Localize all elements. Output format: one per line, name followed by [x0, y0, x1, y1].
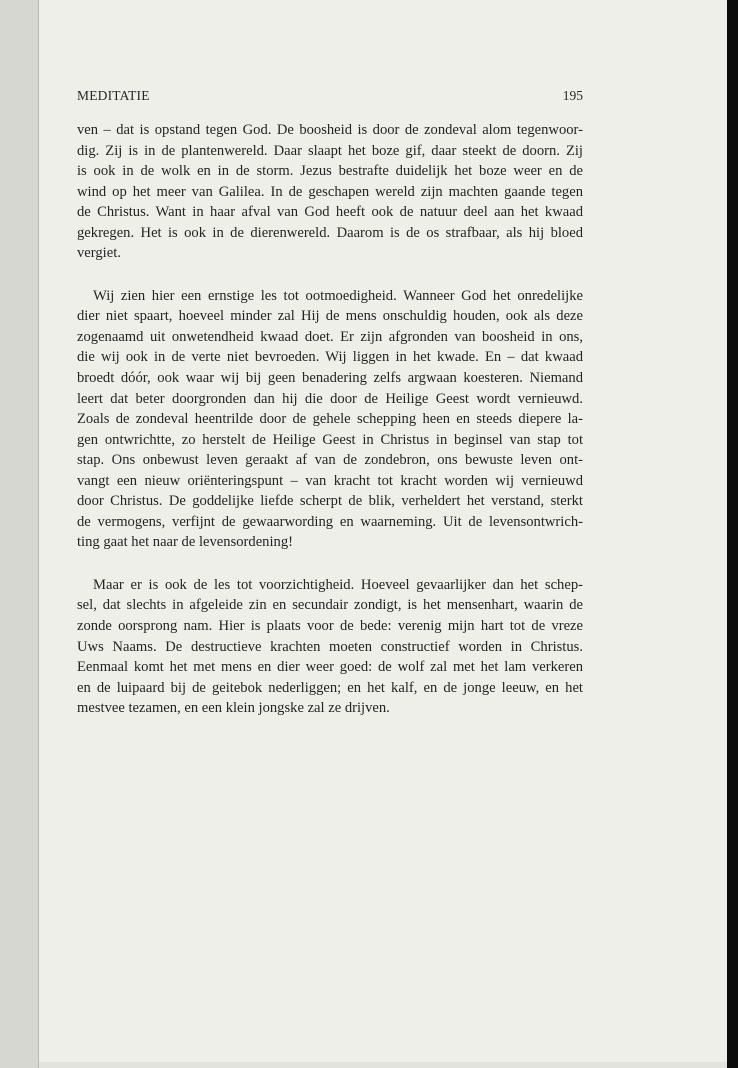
paragraph-spacer: [77, 553, 583, 575]
scan-left-margin: [0, 0, 38, 1068]
text-line: zogenaamd uit onwetendheid kwaad doet. Er zijn afgronden van boosheid in ons,: [77, 328, 583, 345]
text-line: ting gaat het naar de levensordening!: [77, 534, 293, 551]
text-line: Eenmaal komt het met mens en dier weer goed: de wolf zal met het lam verkeren: [77, 659, 583, 676]
text-line: stap. Ons onbewust leven geraakt af van de zondebron, ons bewuste leven ont-: [77, 452, 583, 469]
text-line: Zoals de zondeval heentrilde door de gehele schepping heen en steeds diepere la-: [77, 411, 583, 428]
text-line: dig. Zij is in de plantenwereld. Daar slaapt het boze gif, daar steekt de doorn. Zij: [77, 142, 583, 159]
text-line: zonde oorsprong nam. Hier is plaats voor de bede: verenig mijn hart tot de vreze: [77, 618, 583, 635]
text-line: de vermogens, verfijnt de gewaarwording en waarneming. Uit de levensontwrich-: [77, 513, 583, 530]
text-line: sel, dat slechts in afgeleide zin en secundair zondigt, is het mensenhart, waarin de: [77, 597, 583, 614]
page-bottom-edge: [39, 1062, 727, 1068]
text-line: Wij zien hier een ernstige les tot ootmoedigheid. Wanneer God het onredelijke: [93, 287, 583, 304]
text-line: vangt een nieuw oriënteringspunt – van kracht tot kracht worden wij vernieuwd: [77, 472, 583, 489]
text-line: is ook in de wolk en in de storm. Jezus bestrafte duidelijk het boze weer en de: [77, 163, 583, 180]
text-line: wind op het meer van Galilea. In de geschapen wereld zijn machten gaande tegen: [77, 183, 583, 200]
text-line: leert dat beter doorgronden dan hij die door de Heilige Geest wordt vernieuwd.: [77, 390, 583, 407]
paragraph-2: [77, 286, 583, 553]
paragraph-spacer: [77, 264, 583, 286]
text-line: dier niet spaart, hoeveel minder zal Hij de mens onschuldig houden, ook als deze: [77, 308, 583, 325]
text-line: ven – dat is opstand tegen God. De boosheid is door de zondeval alom tegenwoor-: [77, 122, 583, 138]
text-line: Maar er is ook de les tot voorzichtigheid. Hoeveel gevaarlijker dan het schep-: [93, 576, 583, 593]
text-line: vergiet.: [77, 245, 121, 262]
text-line: en de luipaard bij de geitebok nederliggen; en het kalf, en de jonge leeuw, en het: [77, 679, 583, 696]
running-title: MEDITATIE: [77, 88, 150, 103]
body-text: [77, 120, 583, 719]
text-line: door Christus. De goddelijke liefde scherpt de blik, verheldert het verstand, sterkt: [77, 493, 583, 510]
text-line: die wij ook in de verte niet bevroeden. Wij liggen in het kwade. En – dat kwaad: [77, 349, 583, 366]
text-line: Uws Naams. De destructieve krachten moeten constructief worden in Christus.: [77, 638, 583, 655]
paragraph-3: [77, 575, 583, 719]
text-line: mestvee tezamen, en een klein jongske zal ze drijven.: [77, 700, 390, 717]
page-number: 195: [562, 88, 583, 103]
text-line: gen ontwrichtte, zo herstelt de Heilige Geest in Christus in beginsel van stap tot: [77, 431, 583, 448]
paragraph-1: [77, 120, 583, 264]
text-line: gekregen. Het is ook in de dierenwereld. Daarom is de os strafbaar, als hij bloed: [77, 224, 583, 241]
running-header: [77, 88, 583, 104]
text-line: de Christus. Want in haar afval van God heeft ook de natuur deel aan het kwaad: [77, 204, 583, 221]
scan-right-border: [727, 0, 738, 1068]
text-line: broedt dóór, ook waar wij bij geen benadering zelfs argwaan koesteren. Niemand: [77, 370, 583, 387]
